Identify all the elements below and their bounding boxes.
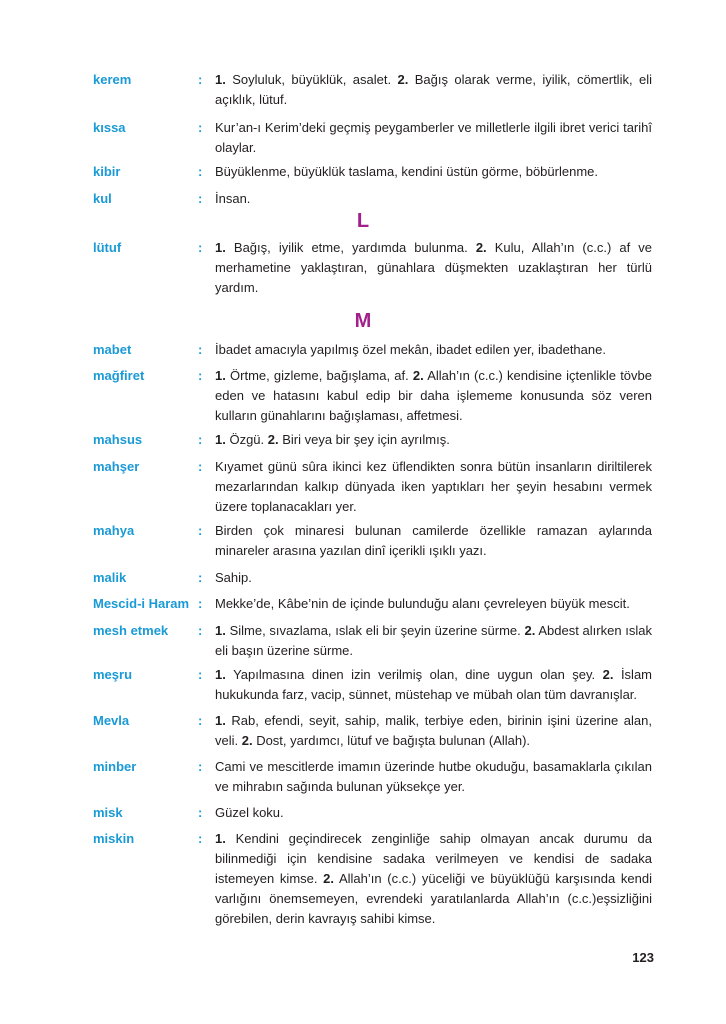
entry-definition: Birden çok minaresi bulunan camilerde özellikle ramazan aylarında minareler arasına yazılan dinî içerikli ışıklı yazı. — [215, 523, 652, 558]
entry-definition: Cami ve mescitlerde imamın üzerinde hutbe okuduğu, basamaklarla çıkılan ve mihrabın sağında bulunan yüksekçe yer. — [215, 759, 652, 794]
entry-term: Mescid-i Haram — [93, 596, 190, 611]
entry-term: mağfiret — [93, 368, 145, 383]
entry-colon: : — [198, 596, 203, 611]
entry-term: mabet — [93, 342, 132, 357]
sense-number: 2. — [323, 871, 335, 886]
entry-definition: Kıyamet günü sûra ikinci kez üflendikten sonra bütün insanların diriltilerek mezarlarından kalkıp dünyada iken yaptıkları her şeyin hesabını vermek üzere toplanacakları yer. — [215, 459, 652, 514]
sense-number: 2. — [267, 432, 279, 447]
entry-colon: : — [198, 368, 203, 383]
entry-colon: : — [198, 459, 203, 474]
entry-term: kul — [93, 191, 112, 206]
entry-definition: Mekke’de, Kâbe’nin de içinde bulunduğu alanı çevreleyen büyük mescit. — [215, 596, 630, 611]
entry-term: lütuf — [93, 240, 122, 255]
sense-number: 2. — [397, 72, 409, 87]
entry-term: minber — [93, 759, 137, 774]
entry-colon: : — [198, 570, 203, 585]
entry-definition: 1. Rab, efendi, seyit, sahip, malik, terbiye eden, birinin işini üzerine alan, veli. 2. Dost, yardımcı, lütuf ve bağışta bulunan (Allah). — [215, 713, 652, 748]
entry-term: mahya — [93, 523, 135, 538]
entry-term: kibir — [93, 164, 121, 179]
section-letter-m: M — [354, 310, 372, 332]
entry-definition: 1. Silme, sıvazlama, ıslak eli bir şeyin üzerine sürme. 2. Abdest alırken ıslak eli başın üzerine sürme. — [215, 623, 652, 658]
entry-colon: : — [198, 120, 203, 135]
entry-colon: : — [198, 342, 203, 357]
entry-definition: 1. Yapılmasına dinen izin verilmiş olan, dine uygun olan şey. 2. İslam hukukunda farz, vacip, sünnet, müstehap ve mübah olan tüm davranışlar. — [215, 667, 652, 702]
sense-number: 2. — [241, 733, 253, 748]
section-letter-l: L — [356, 210, 370, 232]
sense-number: 1. — [215, 623, 226, 638]
entry-definition: 1. Özgü. 2. Biri veya bir şey için ayrılmış. — [215, 432, 450, 447]
entry-definition: 1. Örtme, gizleme, bağışlama, af. 2. Allah’ın (c.c.) kendisine içtenlikle tövbe eden ve hatasını kabul edip bir daha işlememe konusunda söz veren kulların günahlarını bağışlaması, affetmesi. — [215, 368, 652, 423]
entry-term: mesh etmek — [93, 623, 169, 638]
entry-term: malik — [93, 570, 127, 585]
entry-colon: : — [198, 623, 203, 638]
entry-colon: : — [198, 713, 203, 728]
entry-definition: 1. Soyluluk, büyüklük, asalet. 2. Bağış olarak verme, iyilik, cömertlik, eli açıklık, lütuf. — [215, 72, 652, 107]
entry-colon: : — [198, 72, 203, 87]
sense-number: 1. — [215, 713, 226, 728]
entry-definition: Sahip. — [215, 570, 252, 585]
entry-colon: : — [198, 432, 203, 447]
sense-number: 1. — [215, 432, 226, 447]
sense-number: 2. — [524, 623, 536, 638]
sense-number: 2. — [475, 240, 487, 255]
entry-term: mahsus — [93, 432, 143, 447]
entry-definition: 1. Bağış, iyilik etme, yardımda bulunma. 2. Kulu, Allah’ın (c.c.) af ve merhametine yaklaştıran, günahlara düşmekten uzaklaştıran her türlü yardım. — [215, 240, 652, 295]
sense-number: 1. — [215, 368, 226, 383]
entry-term: kıssa — [93, 120, 126, 135]
sense-number: 1. — [215, 240, 226, 255]
sense-number: 1. — [215, 72, 226, 87]
entry-definition: Kur’an-ı Kerim’deki geçmiş peygamberler ve milletlerle ilgili ibret verici tarihî olaylar. — [215, 120, 652, 155]
sense-number: 1. — [215, 667, 226, 682]
entry-term: kerem — [93, 72, 132, 87]
entry-term: miskin — [93, 831, 135, 846]
sense-number: 2. — [602, 667, 614, 682]
page-number: 123 — [632, 950, 654, 965]
entry-definition: 1. Kendini geçindirecek zenginliğe sahip olmayan ancak durumu da bilinmediği için kendisine sadaka verilmeyen ve kendisi de sadaka istemeyen kimse. 2. Allah’ın (c.c.) yüceliği ve büyüklüğü karşısında kendi varlığını önemsemeyen, evrendeki yaratılanlarda Allah’ın (c.c.)eşsizliğini görebilen, derin kavrayış sahibi kimse. — [215, 831, 652, 926]
entry-definition: İnsan. — [215, 191, 251, 206]
entry-term: mahşer — [93, 459, 140, 474]
sense-number: 2. — [412, 368, 424, 383]
entry-definition: Büyüklenme, büyüklük taslama, kendini üstün görme, böbürlenme. — [215, 164, 598, 179]
entry-term: meşru — [93, 667, 133, 682]
entry-colon: : — [198, 191, 203, 206]
entry-colon: : — [198, 667, 203, 682]
entry-colon: : — [198, 759, 203, 774]
entry-colon: : — [198, 831, 203, 846]
entry-term: misk — [93, 805, 123, 820]
entry-colon: : — [198, 805, 203, 820]
entry-colon: : — [198, 164, 203, 179]
entry-colon: : — [198, 240, 203, 255]
entry-definition: İbadet amacıyla yapılmış özel mekân, ibadet edilen yer, ibadethane. — [215, 342, 606, 357]
entry-term: Mevla — [93, 713, 130, 728]
entry-definition: Güzel koku. — [215, 805, 284, 820]
sense-number: 1. — [215, 831, 226, 846]
entry-colon: : — [198, 523, 203, 538]
